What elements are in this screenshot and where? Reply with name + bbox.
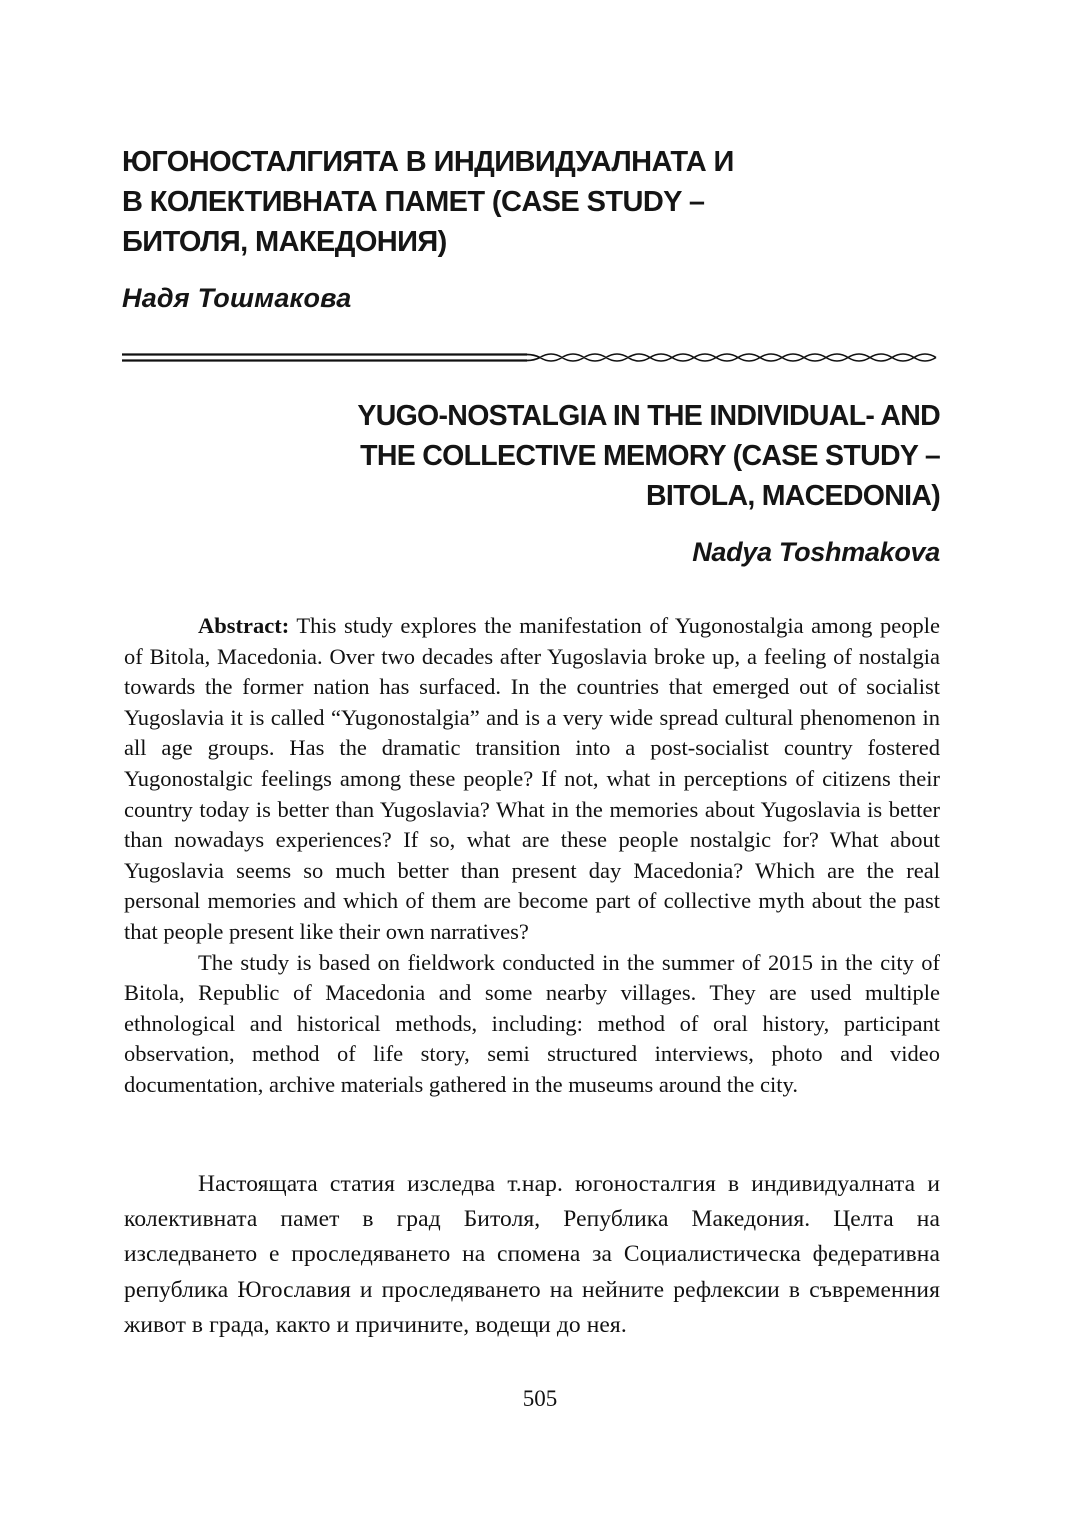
bulgarian-title-line-3: БИТОЛЯ, МАКЕДОНИЯ) bbox=[122, 226, 447, 258]
bulgarian-title-line-2: В КОЛЕКТИВНАТА ПАМЕТ (CASE STUDY – bbox=[122, 186, 705, 218]
english-title-line-3: BITOLA, MACEDONIA) bbox=[645, 480, 940, 512]
ornamental-divider bbox=[122, 348, 942, 368]
abstract-paragraph-1-text: This study explores the manifestation of Yugonostalgia among people of Bitola, Macedonia. Over two decades after Yugoslavia broke up, a feeling of nostalgia towards the former nation has surfaced. In the countries that emerged out of socialist Yugoslavia it is called “Yugonostalgia” and is a very wide spread cultural phenomenon in all age groups. Has the dramatic transition into a post-socialist country fostered Yugonostalgic feelings among these people? If not, what in perceptions of citizens their country today is better than Yugoslavia? What in the memories about Yugoslavia is better than nowadays experiences? If so, what are these people nostalgic for? What about Yugoslavia seems so much better than present day Macedonia? Which are the real personal memories and which of them are become part of collective myth about the past that people present like their own narratives? bbox=[124, 613, 940, 944]
bulgarian-title-line-1: ЮГОНОСТАЛГИЯТА В ИНДИВИДУАЛНАТА И bbox=[122, 146, 734, 178]
english-title bbox=[220, 396, 940, 516]
bulgarian-title bbox=[122, 142, 882, 262]
abstract-paragraph-2: The study is based on fieldwork conducted in the summer of 2015 in the city of Bitola, Republic of Macedonia and some nearby villages. They are used multiple ethnological and historical methods, including: method of oral history, participant observation, method of life story, semi structured interviews, photo and video documentation, archive materials gathered in the museums around the city. bbox=[124, 949, 940, 1097]
english-author: Nadya Toshmakova bbox=[692, 537, 940, 567]
bulgarian-body bbox=[124, 1167, 940, 1343]
page-number: 505 bbox=[522, 1386, 558, 1411]
english-title-line-1: YUGO-NOSTALGIA IN THE INDIVIDUAL- AND bbox=[357, 400, 940, 432]
english-title-line-2: THE COLLECTIVE MEMORY (CASE STUDY – bbox=[360, 440, 940, 472]
abstract-paragraph-1 bbox=[124, 611, 940, 948]
abstract bbox=[124, 611, 940, 1101]
bulgarian-paragraph: Настоящата статия изследва т.нар. югоносталгия в индивидуалната и колективната памет в град Битоля, Република Македония. Целта на изследването е проследяването на спомена за Социалистическа федеративна република Югославия и проследяването на нейните рефлексии в съвременния живот в града, както и причините, водещи до нея. bbox=[124, 1171, 940, 1338]
bulgarian-author: Надя Тошмакова bbox=[122, 283, 352, 313]
abstract-label: Abstract: bbox=[198, 613, 290, 638]
